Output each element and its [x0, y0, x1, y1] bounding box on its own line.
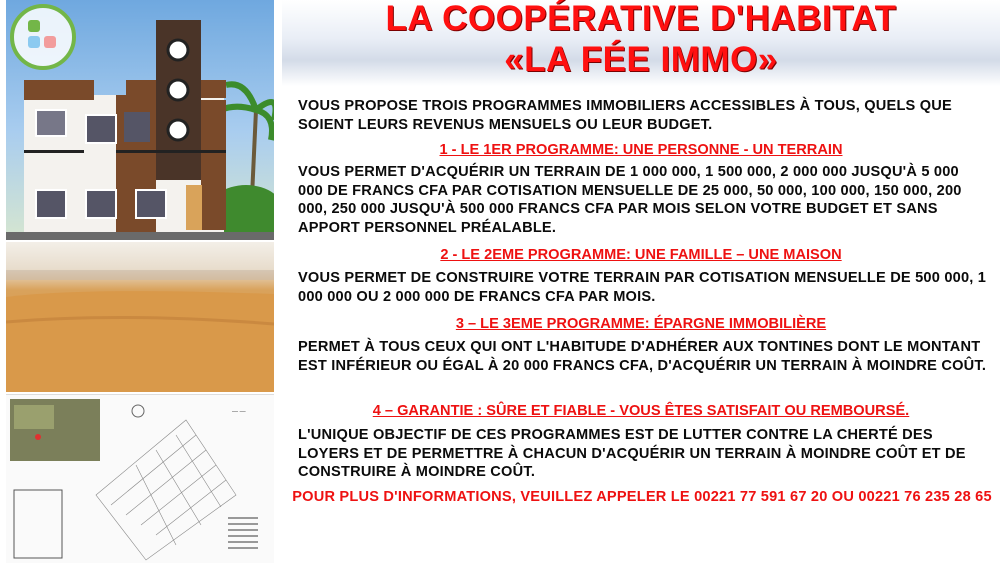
program-2-text: VOUS PERMET DE CONSTRUIRE VOTRE TERRAIN PAR COTISATION MENSUELLE DE 500 000, 1 000 000 OU 2 000 000 DE FRANCS CFA PAR MOIS.: [298, 270, 987, 305]
site-plan-illustration: [6, 395, 274, 563]
site-plan: [6, 394, 274, 563]
program-1-text: VOUS PERMET D'ACQUÉRIR UN TERRAIN DE 1 000 000, 1 500 000, 2 000 000 JUSQU'À 5 000 000 DE FRANCS CFA PAR COTISATION MENSUELLE DE 25 000, 50 000, 100 000, 150 000, 200 000, 250 000 JUSQU'À 500 000 FRANCS CFA PAR MOIS SELON VOTRE BUDGET ET SANS APPORT PERSONNEL PRÉALABLE.: [298, 164, 962, 236]
objective-text: L'UNIQUE OBJECTIF DE CES PROGRAMMES EST DE LUTTER CONTRE LA CHERTÉ DES LOYERS ET DE PERMETTRE À CHACUN D'ACQUÉRIR UN TERRAIN À MOINDRE COÛT ET DE CONSTRUIRE À MOINDRE COÛT.: [298, 427, 966, 481]
land-photo: [6, 242, 274, 392]
program-2-heading: 2 - LE 2EME PROGRAMME: UNE FAMILLE – UNE MAISON: [440, 247, 842, 263]
program-1-heading: 1 - LE 1ER PROGRAMME: UNE PERSONNE - UN TERRAIN: [439, 142, 843, 158]
house-photo: [6, 0, 274, 240]
image-column: [0, 0, 278, 562]
page-title-line2: «LA FÉE IMMO»: [504, 40, 778, 79]
page-title-line1: LA COOPÉRATIVE D'HABITAT: [385, 0, 897, 38]
program-3-heading: 3 – LE 3EME PROGRAMME: ÉPARGNE IMMOBILIÈRE: [455, 316, 827, 332]
cooperative-logo: [10, 4, 76, 70]
intro-text: VOUS PROPOSE TROIS PROGRAMMES IMMOBILIERS ACCESSIBLES À TOUS, QUELS QUE SOIENT LEURS REVENUS MENSUELS OU LEUR BUDGET.: [298, 98, 952, 133]
text-column: [282, 0, 1000, 562]
program-3-text: PERMET À TOUS CEUX QUI ONT L'HABITUDE D'ADHÉRER AUX TONTINES DONT LE MONTANT EST INFÉRIEUR OU ÉGAL À 20 000 FRANCS CFA, D'ACQUÉRIR UN TERRAIN À MOINDRE COÛT.: [298, 339, 987, 374]
car-icon: [44, 36, 56, 48]
home-icon: [28, 20, 40, 32]
svg-text:— —: — —: [232, 409, 246, 415]
phone-icon: [28, 36, 40, 48]
guarantee-heading: 4 – GARANTIE : SÛRE ET FIABLE - VOUS ÊTES SATISFAIT OU REMBOURSÉ.: [372, 403, 910, 419]
land-illustration: [6, 242, 274, 392]
contact-text: POUR PLUS D'INFORMATIONS, VEUILLEZ APPELER LE 00221 77 591 67 20 OU 00221 76 235 28 65: [292, 489, 992, 505]
